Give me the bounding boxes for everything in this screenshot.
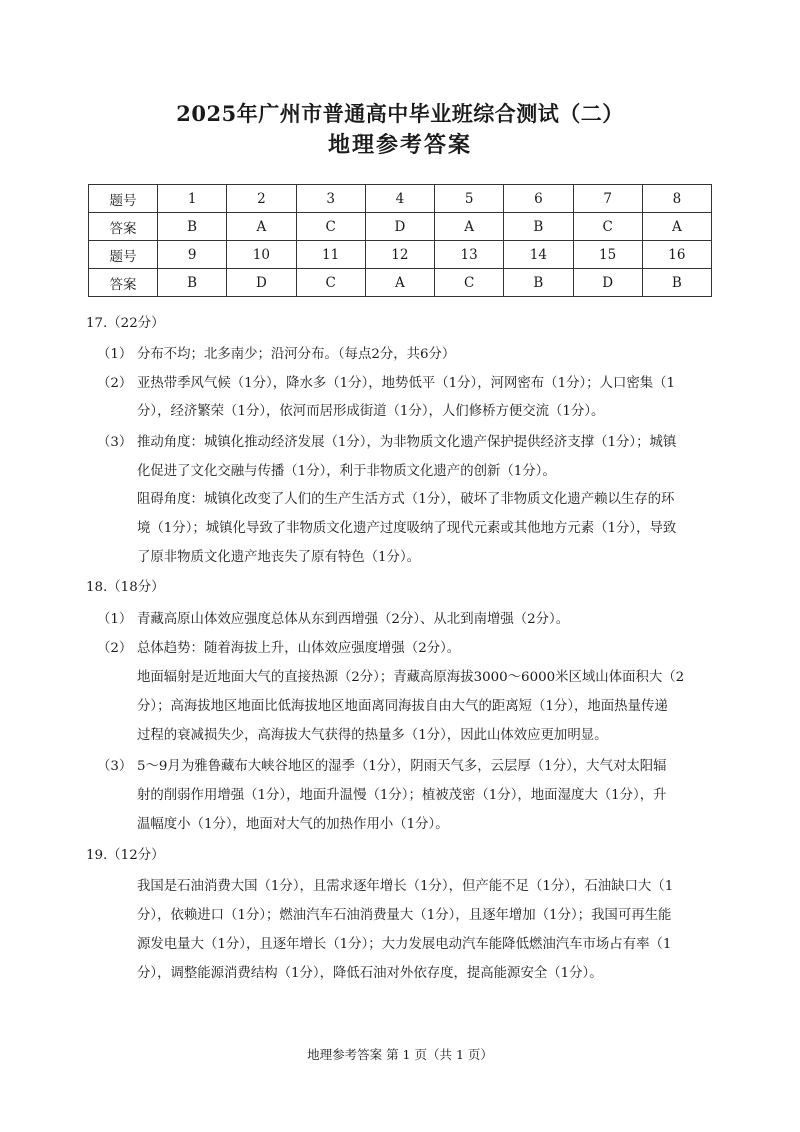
answer-text: 温幅度小（1分），地面对大气的加热作用小（1分）。 xyxy=(137,817,449,832)
answer-table xyxy=(88,184,712,297)
question-number: 6 xyxy=(504,185,573,213)
question-heading: 17.（22分） xyxy=(86,316,165,331)
answer-cell: B xyxy=(642,269,711,297)
answer-text: 我国是石油消费大国（1分），且需求逐年增长（1分），但产能不足（1分），石油缺口大（1 xyxy=(137,879,674,894)
part-number: （1） xyxy=(97,347,133,362)
row-label: 答案 xyxy=(89,269,158,297)
answer-cell: C xyxy=(573,213,642,241)
answer-text: 推动角度：城镇化推动经济发展（1分），为非物质文化遗产保护提供经济支撑（1分）；城镇 xyxy=(137,435,677,450)
answer-cell: C xyxy=(296,269,365,297)
page-footer: 地理参考答案 第 1 页（共 1 页） xyxy=(307,1047,493,1062)
question-number: 9 xyxy=(158,241,227,269)
question-number: 14 xyxy=(504,241,573,269)
table-row xyxy=(89,241,712,269)
answer-text: 境（1分）；城镇化导致了非物质文化遗产过度吸纳了现代元素或其他地方元素（1分），导致 xyxy=(137,521,677,536)
answer-text: 5～9月为雅鲁藏布大峡谷地区的湿季（1分），阴雨天气多，云层厚（1分），大气对太阳辐 xyxy=(137,759,667,774)
answer-cell: B xyxy=(158,269,227,297)
question-number: 8 xyxy=(642,185,711,213)
answer-text: 过程的衰减损失少，高海拔大气获得的热量多（1分），因此山体效应更加明显。 xyxy=(137,728,608,743)
answer-text: 亚热带季风气候（1分），降水多（1分），地势低平（1分），河网密布（1分）；人口密集（1 xyxy=(137,376,676,391)
answer-cell: A xyxy=(642,213,711,241)
table-row xyxy=(89,269,712,297)
question-heading: 18.（18分） xyxy=(86,580,165,595)
answer-cell: B xyxy=(504,213,573,241)
part-number: （3） xyxy=(97,759,133,774)
answer-cell: B xyxy=(158,213,227,241)
document-subtitle: 地理参考答案 xyxy=(327,132,472,158)
answer-text: 分），依赖进口（1分）；燃油汽车石油消费量大（1分），且逐年增加（1分）；我国可再生能 xyxy=(137,908,672,923)
question-number: 11 xyxy=(296,241,365,269)
question-number: 16 xyxy=(642,241,711,269)
question-number: 15 xyxy=(573,241,642,269)
answer-text: 了原非物质文化遗产地丧失了原有特色（1分）。 xyxy=(137,550,421,565)
answer-cell: C xyxy=(435,269,504,297)
row-label: 题号 xyxy=(89,241,158,269)
question-number: 10 xyxy=(227,241,296,269)
question-number: 3 xyxy=(296,185,365,213)
answer-text: 总体趋势：随着海拔上升，山体效应强度增强（2分）。 xyxy=(137,641,461,656)
answer-cell: D xyxy=(573,269,642,297)
answer-cell: A xyxy=(365,269,434,297)
answer-text: 分），调整能源消费结构（1分），降低石油对外依存度，提高能源安全（1分）。 xyxy=(137,966,603,981)
question-number: 2 xyxy=(227,185,296,213)
answer-cell: D xyxy=(227,269,296,297)
question-number: 4 xyxy=(365,185,434,213)
question-number: 1 xyxy=(158,185,227,213)
answer-text: 分布不均；北多南少；沿河分布。（每点2分，共6分） xyxy=(137,347,456,362)
answer-cell: D xyxy=(365,213,434,241)
part-number: （3） xyxy=(97,435,133,450)
answer-text: 青藏高原山体效应强度总体从东到西增强（2分）、从北到南增强（2分）。 xyxy=(137,612,570,627)
answer-text: 化促进了文化交融与传播（1分），利于非物质文化遗产的创新（1分）。 xyxy=(137,464,556,479)
table-row xyxy=(89,185,712,213)
question-number: 5 xyxy=(435,185,504,213)
answer-cell: C xyxy=(296,213,365,241)
answer-text: 地面辐射是近地面大气的直接热源（2分）；青藏高原海拔3000～6000米区域山体面积大（2 xyxy=(137,670,685,685)
row-label: 题号 xyxy=(89,185,158,213)
table-row xyxy=(89,213,712,241)
question-heading: 19.（12分） xyxy=(86,848,165,863)
answer-text: 源发电量大（1分），且逐年增长（1分）；大力发展电动汽车能降低燃油汽车市场占有率（1 xyxy=(137,937,672,952)
part-number: （2） xyxy=(97,641,133,656)
question-number: 12 xyxy=(365,241,434,269)
row-label: 答案 xyxy=(89,213,158,241)
document-title: 2025年广州市普通高中毕业班综合测试（二） xyxy=(176,101,624,126)
question-number: 7 xyxy=(573,185,642,213)
answer-text: 分）；高海拔地区地面比低海拔地区地面离同海拔自由大气的距离短（1分），地面热量传递 xyxy=(137,699,668,714)
question-number: 13 xyxy=(435,241,504,269)
answer-text: 阻碍角度：城镇化改变了人们的生产生活方式（1分），破坏了非物质文化遗产赖以生存的环 xyxy=(137,492,675,507)
part-number: （1） xyxy=(97,612,133,627)
answer-text: 分），经济繁荣（1分），依河而居形成街道（1分），人们修桥方便交流（1分）。 xyxy=(137,404,605,419)
answer-cell: A xyxy=(435,213,504,241)
part-number: （2） xyxy=(97,376,133,391)
answer-text: 射的削弱作用增强（1分），地面升温慢（1分）；植被茂密（1分），地面湿度大（1分），升 xyxy=(137,788,667,803)
answer-cell: B xyxy=(504,269,573,297)
answer-cell: A xyxy=(227,213,296,241)
